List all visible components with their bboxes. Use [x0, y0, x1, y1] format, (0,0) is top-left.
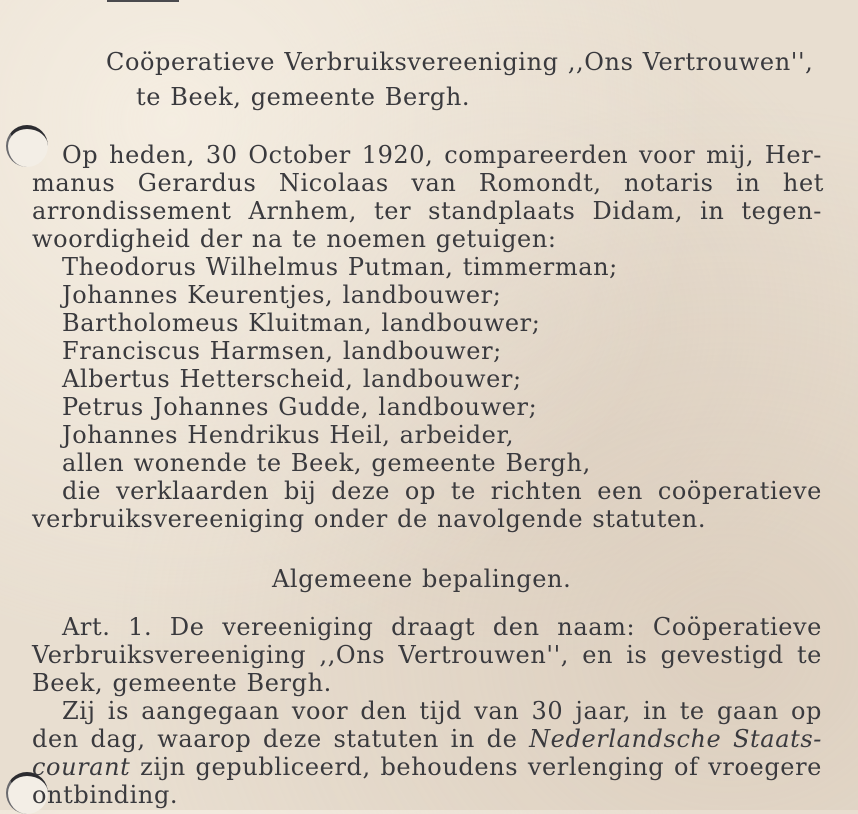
article-1-line: ontbinding. [32, 781, 179, 809]
witness-line: Theodorus Wilhelmus Putman, timmerman; [62, 253, 618, 281]
article-1-line: Beek, gemeente Bergh. [32, 669, 332, 697]
declaration-line: die verklaarden bij deze op te richten een coöperatieve [62, 477, 822, 505]
article-1-text: zijn gepubliceerd, behoudens verlenging of vroegere [130, 753, 822, 781]
intro-line: woordigheid der na te noemen getuigen: [32, 225, 557, 253]
article-1-line: Art. 1. De vereeniging draagt den naam: Coöperatieve [62, 613, 822, 641]
declaration-line: verbruiksvereeniging onder de navolgende statuten. [32, 505, 707, 533]
article-1-italic-text: courant [32, 753, 131, 781]
witness-line: Bartholomeus Kluitman, landbouwer; [62, 309, 541, 337]
article-1-line [32, 754, 822, 780]
witness-line: Franciscus Harmsen, landbouwer; [62, 337, 502, 365]
intro-line: manus Gerardus Nicolaas van Romondt, notaris in het [32, 169, 824, 197]
document-title-line-2: te Beek, gemeente Bergh. [136, 83, 471, 111]
residence-line: allen wonende te Beek, gemeente Bergh, [62, 449, 591, 477]
article-1-line [32, 726, 822, 752]
intro-line: Op heden, 30 October 1920, compareerden voor mij, Her- [62, 141, 822, 169]
article-1-text: den dag, waarop deze statuten in de [32, 725, 530, 753]
witness-line: Johannes Keurentjes, landbouwer; [62, 281, 502, 309]
top-rule [107, 0, 179, 2]
punch-hole [6, 125, 48, 167]
article-1-line: Verbruiksvereeniging ,,Ons Vertrouwen'', en is gevestigd te [32, 641, 822, 669]
intro-line: arrondissement Arnhem, ter standplaats Didam, in tegen- [32, 197, 822, 225]
document-title-line-1: Coöperatieve Verbruiksvereeniging ,,Ons Vertrouwen'', [106, 48, 814, 76]
section-heading: Algemeene bepalingen. [272, 565, 572, 593]
article-1-line: Zij is aangegaan voor den tijd van 30 jaar, in te gaan op [62, 697, 822, 725]
witness-line: Albertus Hetterscheid, landbouwer; [62, 365, 522, 393]
article-1-italic-text: Nederlandsche Staats- [529, 725, 822, 753]
witness-line: Johannes Hendrikus Heil, arbeider, [62, 421, 515, 449]
witness-line: Petrus Johannes Gudde, landbouwer; [62, 393, 538, 421]
